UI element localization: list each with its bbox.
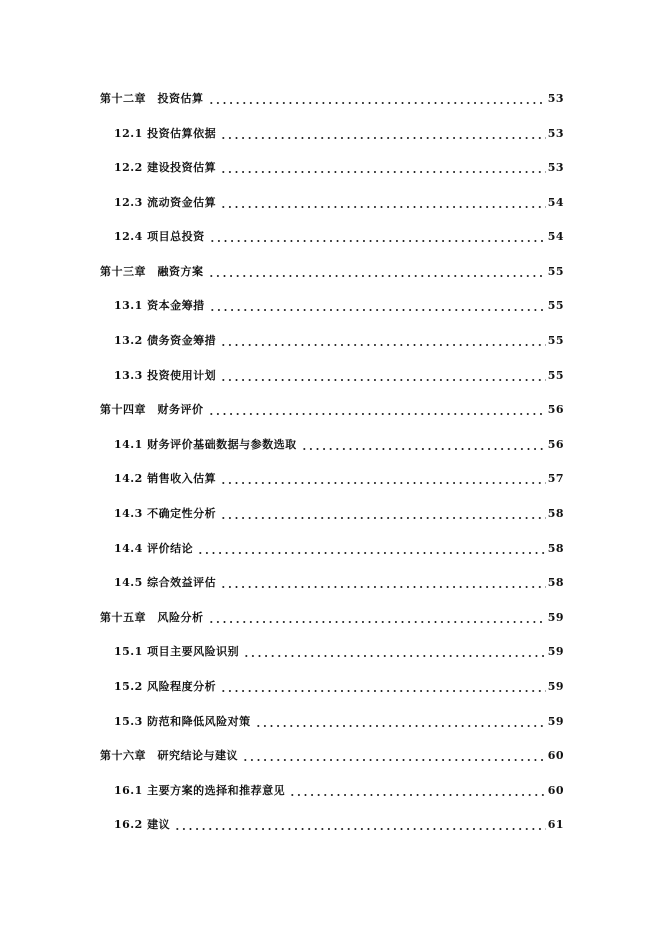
dot-leader	[174, 818, 546, 832]
dot-leader	[208, 611, 546, 625]
toc-entry-title: 第十二章 投资估算	[100, 92, 204, 105]
toc-section-16-2[interactable]	[114, 812, 564, 832]
toc-page-number: 56	[547, 403, 564, 416]
toc-section-15-3[interactable]	[114, 709, 564, 729]
toc-section-12-1[interactable]	[114, 121, 564, 141]
toc-chapter-14[interactable]	[100, 397, 564, 417]
dot-leader	[255, 715, 546, 729]
dot-leader	[208, 403, 546, 417]
dot-leader	[220, 680, 546, 694]
toc-page-number: 55	[547, 265, 564, 278]
dot-leader	[220, 369, 546, 383]
toc-section-13-1[interactable]	[114, 293, 564, 313]
dot-leader	[220, 472, 546, 486]
toc-entry-title: 14.5 综合效益评估	[114, 576, 217, 589]
toc-page-number: 57	[547, 472, 564, 485]
dot-leader	[242, 749, 546, 763]
toc-entry-title: 13.3 投资使用计划	[114, 369, 217, 382]
toc-page-number: 55	[547, 334, 564, 347]
toc-entry-title: 12.1 投资估算依据	[114, 127, 217, 140]
toc-section-14-1[interactable]	[114, 432, 564, 452]
toc-page-number: 60	[547, 749, 564, 762]
dot-leader	[209, 230, 546, 244]
toc-chapter-13[interactable]	[100, 259, 564, 279]
toc-page-number: 56	[547, 438, 564, 451]
toc-section-14-2[interactable]	[114, 466, 564, 486]
toc-entry-title: 15.2 风险程度分析	[114, 680, 217, 693]
toc-page-number: 59	[547, 715, 564, 728]
toc-page-number: 54	[547, 196, 564, 209]
toc-entry-title: 14.1 财务评价基础数据与参数选取	[114, 438, 297, 451]
dot-leader	[209, 299, 546, 313]
toc-section-14-4[interactable]	[114, 536, 564, 556]
dot-leader	[243, 645, 546, 659]
toc-section-12-3[interactable]	[114, 190, 564, 210]
dot-leader	[220, 576, 546, 590]
dot-leader	[301, 438, 546, 452]
toc-entry-title: 14.4 评价结论	[114, 542, 194, 555]
toc-section-12-4[interactable]	[114, 224, 564, 244]
toc-section-14-5[interactable]	[114, 570, 564, 590]
toc-entry-title: 12.2 建设投资估算	[114, 161, 217, 174]
toc-page-number: 55	[547, 299, 564, 312]
toc-section-15-2[interactable]	[114, 674, 564, 694]
toc-entry-title: 第十四章 财务评价	[100, 403, 204, 416]
toc-entry-title: 14.3 不确定性分析	[114, 507, 217, 520]
toc-entry-title: 12.3 流动资金估算	[114, 196, 217, 209]
toc-page-number: 61	[547, 818, 564, 831]
toc-page-number: 58	[547, 507, 564, 520]
toc-chapter-16[interactable]	[100, 743, 564, 763]
toc-entry-title: 16.1 主要方案的选择和推荐意见	[114, 784, 286, 797]
toc-section-14-3[interactable]	[114, 501, 564, 521]
toc-entry-title: 15.3 防范和降低风险对策	[114, 715, 251, 728]
toc-entry-title: 第十三章 融资方案	[100, 265, 204, 278]
toc-chapter-12[interactable]	[100, 86, 564, 106]
toc-section-13-3[interactable]	[114, 363, 564, 383]
dot-leader	[208, 265, 546, 279]
toc-page-number: 59	[547, 680, 564, 693]
toc-chapter-15[interactable]	[100, 605, 564, 625]
toc-entry-title: 第十六章 研究结论与建议	[100, 749, 238, 762]
dot-leader	[220, 334, 546, 348]
toc-page-number: 55	[547, 369, 564, 382]
dot-leader	[220, 127, 546, 141]
toc-page-number: 60	[547, 784, 564, 797]
toc-entry-title: 16.2 建议	[114, 818, 171, 831]
toc-page-number: 53	[547, 92, 564, 105]
toc-page-number: 59	[547, 645, 564, 658]
toc-section-13-2[interactable]	[114, 328, 564, 348]
dot-leader	[208, 92, 546, 106]
toc-page-number: 58	[547, 542, 564, 555]
toc-page-number: 59	[547, 611, 564, 624]
dot-leader	[220, 507, 546, 521]
dot-leader	[197, 542, 546, 556]
toc-entry-title: 13.1 资本金筹措	[114, 299, 205, 312]
toc-page-number: 53	[547, 161, 564, 174]
toc-entry-title: 12.4 项目总投资	[114, 230, 205, 243]
toc-section-15-1[interactable]	[114, 639, 564, 659]
toc-entry-title: 15.1 项目主要风险识别	[114, 645, 240, 658]
toc-section-16-1[interactable]	[114, 778, 564, 798]
toc-entry-title: 13.2 债务资金筹措	[114, 334, 217, 347]
toc-entry-title: 14.2 销售收入估算	[114, 472, 217, 485]
toc-entry-title: 第十五章 风险分析	[100, 611, 204, 624]
toc-page-number: 54	[547, 230, 564, 243]
dot-leader	[289, 784, 546, 798]
toc-page-number: 53	[547, 127, 564, 140]
dot-leader	[220, 161, 546, 175]
toc-page-number: 58	[547, 576, 564, 589]
dot-leader	[220, 196, 546, 210]
toc-section-12-2[interactable]	[114, 155, 564, 175]
